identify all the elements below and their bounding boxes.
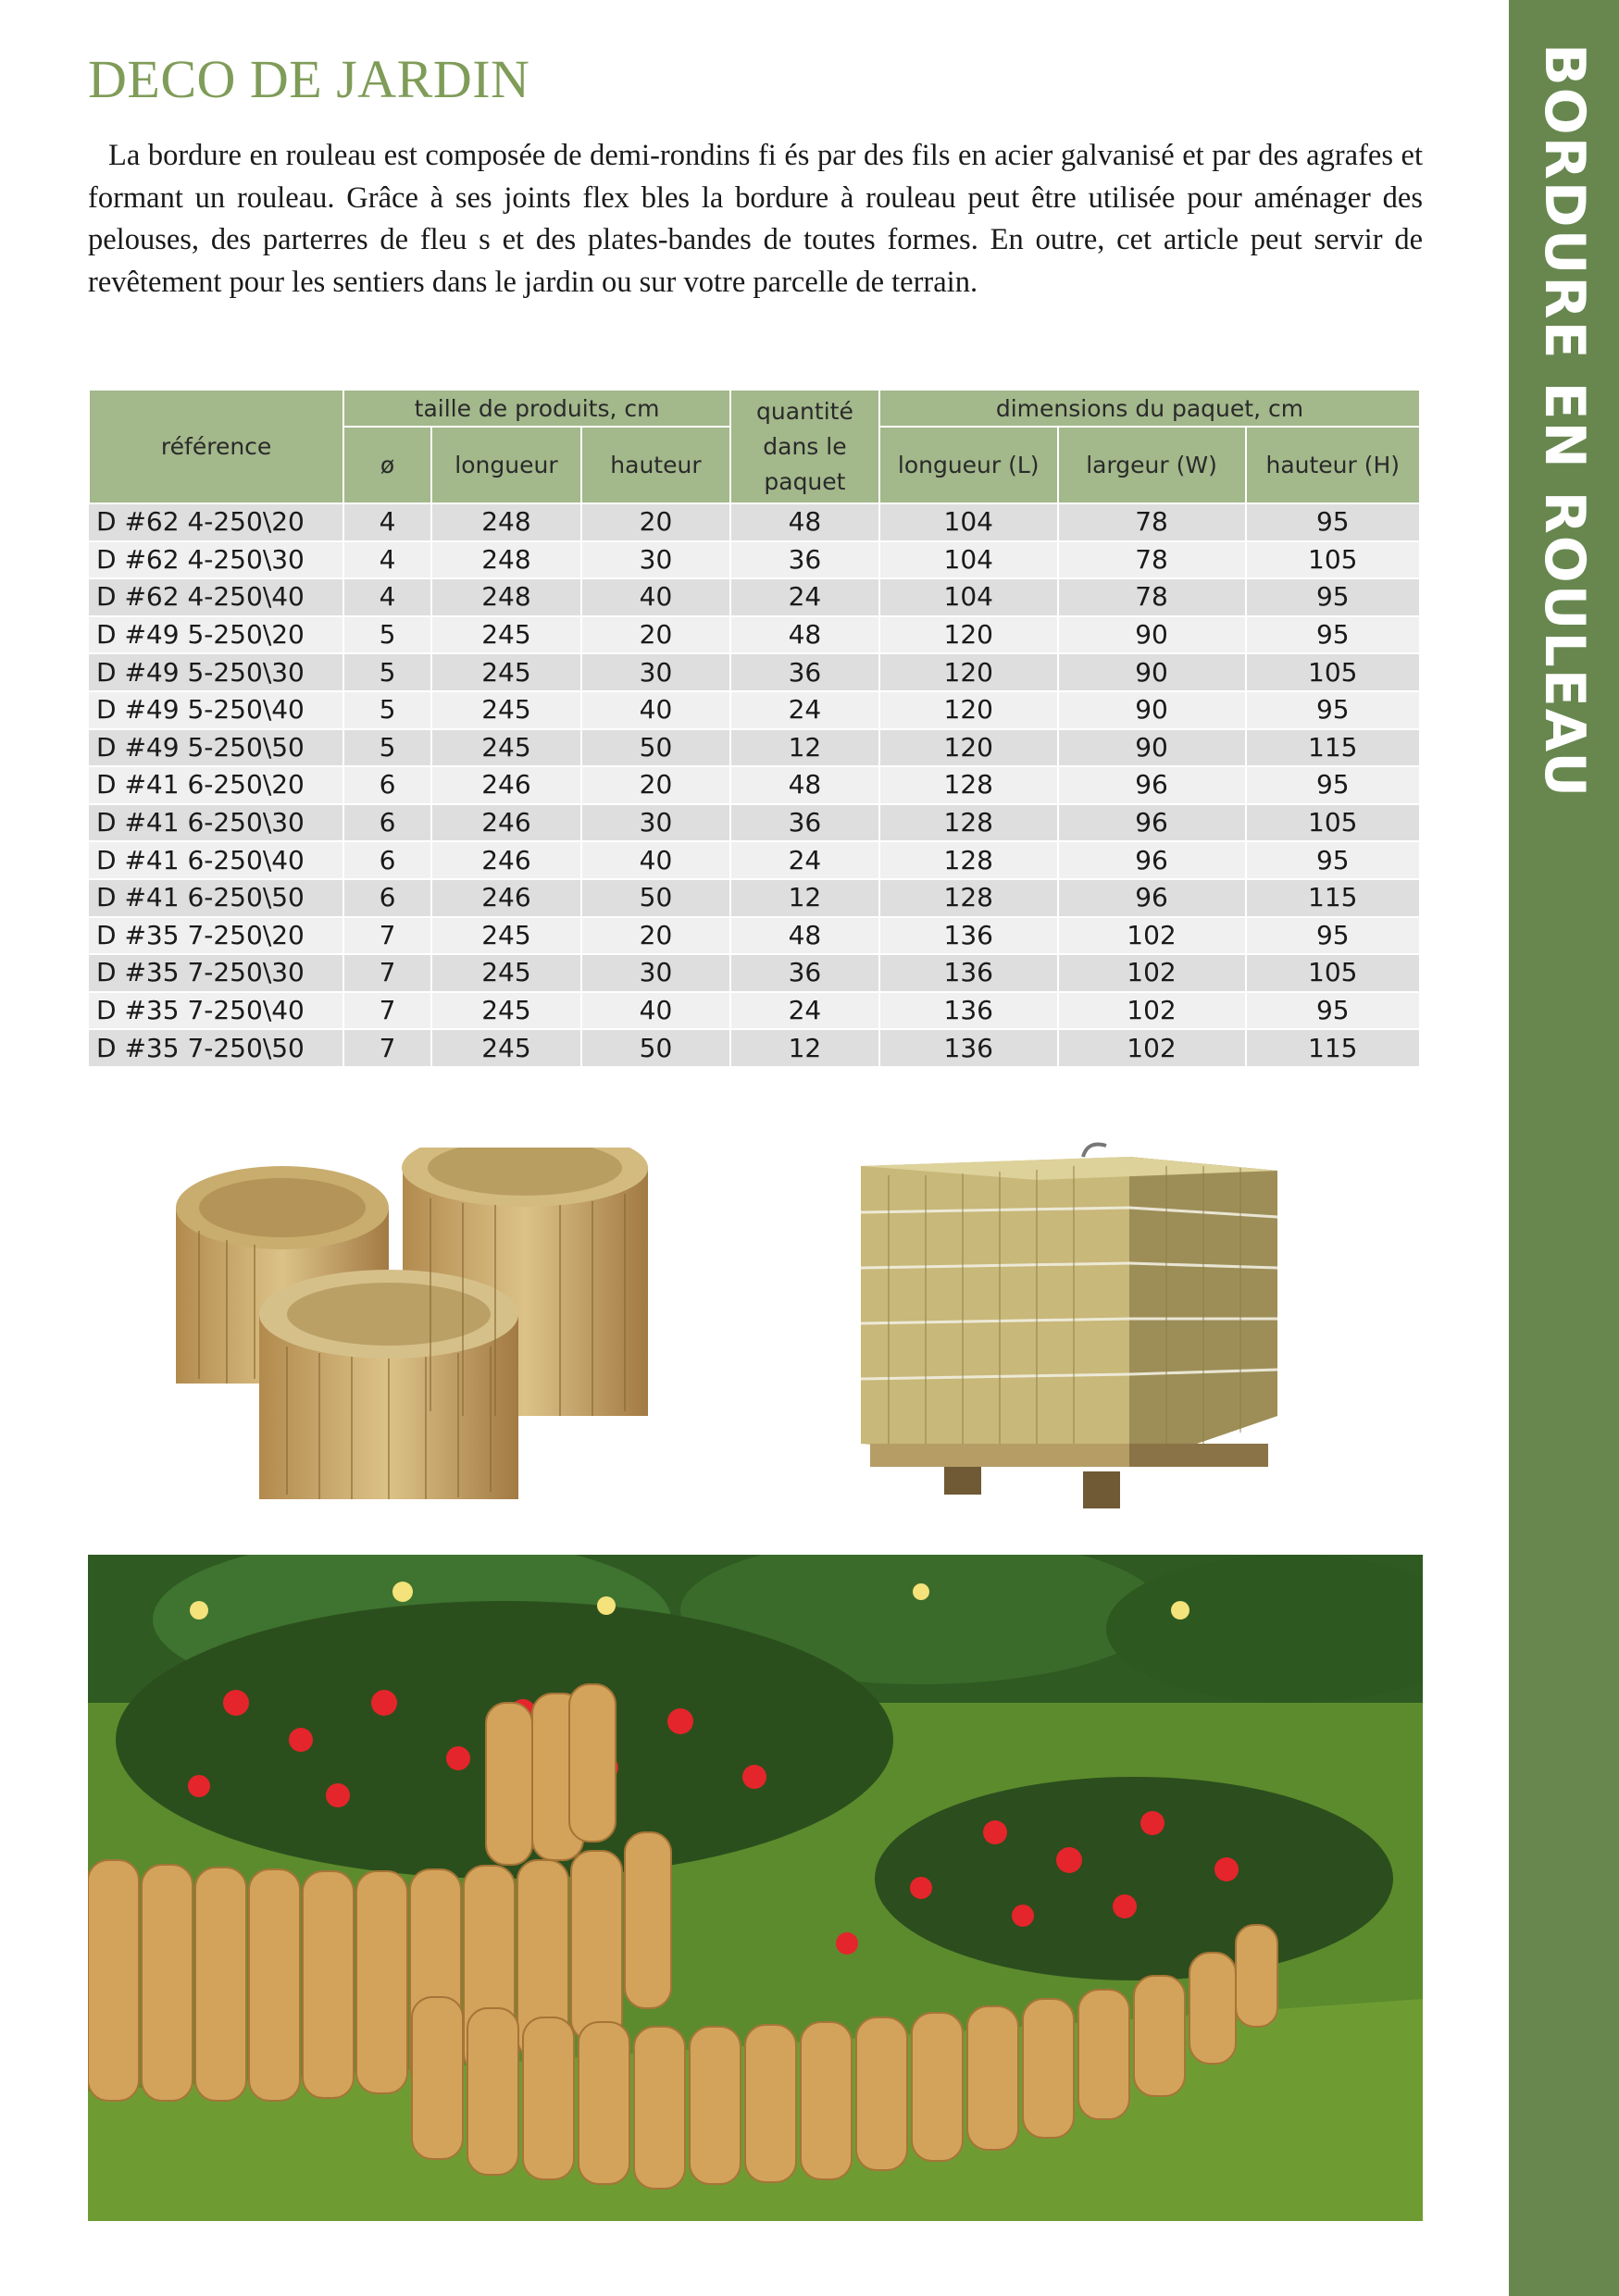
cell-h: 30 — [581, 954, 730, 992]
cell-pw: 96 — [1058, 841, 1246, 879]
cell-d: 6 — [343, 766, 431, 804]
cell-ph: 95 — [1246, 992, 1420, 1030]
cell-ref: D #35 7-250\50 — [89, 1029, 343, 1067]
cell-pl: 128 — [879, 804, 1058, 842]
spec-table — [88, 389, 1421, 1068]
header-length: longueur — [431, 427, 581, 503]
cell-ph: 105 — [1246, 954, 1420, 992]
cell-d: 7 — [343, 917, 431, 955]
cell-ref: D #49 5-250\20 — [89, 616, 343, 654]
cell-pw: 90 — [1058, 729, 1246, 767]
cell-q: 48 — [730, 616, 879, 654]
cell-q: 48 — [730, 503, 879, 541]
cell-pl: 128 — [879, 879, 1058, 917]
cell-h: 30 — [581, 653, 730, 691]
table-row — [89, 804, 1420, 842]
cell-q: 12 — [730, 729, 879, 767]
cell-pl: 128 — [879, 766, 1058, 804]
cell-q: 36 — [730, 804, 879, 842]
cell-q: 24 — [730, 841, 879, 879]
cell-ref: D #49 5-250\50 — [89, 729, 343, 767]
cell-h: 40 — [581, 992, 730, 1030]
cell-d: 6 — [343, 804, 431, 842]
cell-pl: 120 — [879, 653, 1058, 691]
cell-l: 248 — [431, 578, 581, 616]
cell-q: 12 — [730, 879, 879, 917]
cell-q: 36 — [730, 954, 879, 992]
cell-pl: 104 — [879, 503, 1058, 541]
cell-ph: 95 — [1246, 691, 1420, 729]
table-row — [89, 954, 1420, 992]
cell-d: 4 — [343, 503, 431, 541]
cell-pw: 90 — [1058, 653, 1246, 691]
cell-ph: 95 — [1246, 841, 1420, 879]
cell-l: 245 — [431, 917, 581, 955]
cell-d: 6 — [343, 841, 431, 879]
table-row — [89, 729, 1420, 767]
cell-q: 24 — [730, 992, 879, 1030]
cell-pl: 136 — [879, 1029, 1058, 1067]
table-row — [89, 503, 1420, 541]
cell-ph: 115 — [1246, 729, 1420, 767]
cell-ref: D #41 6-250\20 — [89, 766, 343, 804]
table-row — [89, 879, 1420, 917]
table-row — [89, 653, 1420, 691]
header-quantity: quantité dans le paquet — [730, 390, 879, 503]
cell-l: 248 — [431, 503, 581, 541]
cell-pw: 96 — [1058, 766, 1246, 804]
cell-ph: 105 — [1246, 653, 1420, 691]
cell-ref: D #49 5-250\40 — [89, 691, 343, 729]
header-pkg-height: hauteur (H) — [1246, 427, 1420, 503]
cell-h: 40 — [581, 691, 730, 729]
cell-ph: 115 — [1246, 879, 1420, 917]
cell-d: 6 — [343, 879, 431, 917]
cell-q: 24 — [730, 578, 879, 616]
cell-h: 20 — [581, 766, 730, 804]
cell-h: 50 — [581, 729, 730, 767]
cell-pw: 90 — [1058, 691, 1246, 729]
cell-pl: 120 — [879, 616, 1058, 654]
cell-pw: 90 — [1058, 616, 1246, 654]
cell-l: 248 — [431, 541, 581, 579]
cell-l: 246 — [431, 766, 581, 804]
header-reference: référence — [89, 390, 343, 503]
cell-h: 50 — [581, 1029, 730, 1067]
cell-ref: D #62 4-250\20 — [89, 503, 343, 541]
cell-h: 20 — [581, 503, 730, 541]
cell-d: 5 — [343, 616, 431, 654]
cell-pl: 104 — [879, 578, 1058, 616]
table-row — [89, 1029, 1420, 1067]
cell-pl: 128 — [879, 841, 1058, 879]
cell-ref: D #41 6-250\30 — [89, 804, 343, 842]
side-title: BORDURE EN ROULEAU — [1531, 43, 1597, 800]
cell-ph: 95 — [1246, 616, 1420, 654]
cell-q: 12 — [730, 1029, 879, 1067]
cell-l: 245 — [431, 1029, 581, 1067]
cell-ph: 115 — [1246, 1029, 1420, 1067]
header-package-group: dimensions du paquet, cm — [879, 390, 1420, 427]
cell-d: 5 — [343, 691, 431, 729]
cell-l: 245 — [431, 954, 581, 992]
cell-ref: D #35 7-250\40 — [89, 992, 343, 1030]
cell-pl: 120 — [879, 691, 1058, 729]
table-row — [89, 841, 1420, 879]
cell-ref: D #49 5-250\30 — [89, 653, 343, 691]
cell-d: 5 — [343, 653, 431, 691]
cell-l: 246 — [431, 804, 581, 842]
cell-d: 7 — [343, 954, 431, 992]
intro-paragraph: La bordure en rouleau est composée de demi-rondins fi és par des fils en acier galvanisé et par des agrafes et formant un rouleau. Grâce à ses joints flex bles la bordure à rouleau peut être utilisée pour aménager des pelouses, des parterres de fleu s et des plates-bandes de toutes formes. En outre, cet article peut servir de revêtement pour les sentiers dans le jardin ou sur votre parcelle de terrain. — [88, 139, 1423, 299]
cell-d: 5 — [343, 729, 431, 767]
cell-pw: 96 — [1058, 804, 1246, 842]
cell-pw: 78 — [1058, 541, 1246, 579]
cell-pw: 102 — [1058, 917, 1246, 955]
cell-ph: 95 — [1246, 766, 1420, 804]
page-title: DECO DE JARDIN — [88, 49, 530, 109]
cell-ph: 95 — [1246, 503, 1420, 541]
cell-pl: 136 — [879, 917, 1058, 955]
garden-photo — [88, 1555, 1423, 2221]
cell-ph: 95 — [1246, 578, 1420, 616]
cell-l: 245 — [431, 729, 581, 767]
cell-ref: D #35 7-250\30 — [89, 954, 343, 992]
table-row — [89, 917, 1420, 955]
cell-d: 7 — [343, 992, 431, 1030]
cell-h: 50 — [581, 879, 730, 917]
table-row — [89, 616, 1420, 654]
cell-h: 20 — [581, 917, 730, 955]
table-row — [89, 766, 1420, 804]
cell-ref: D #62 4-250\40 — [89, 578, 343, 616]
cell-l: 246 — [431, 879, 581, 917]
cell-h: 30 — [581, 804, 730, 842]
pallet-photo — [852, 1138, 1296, 1522]
cell-pw: 102 — [1058, 1029, 1246, 1067]
cell-ph: 105 — [1246, 541, 1420, 579]
cell-h: 20 — [581, 616, 730, 654]
cell-pl: 136 — [879, 954, 1058, 992]
table-row — [89, 691, 1420, 729]
cell-d: 4 — [343, 578, 431, 616]
header-diameter: ø — [343, 427, 431, 503]
header-pkg-length: longueur (L) — [879, 427, 1058, 503]
cell-pl: 120 — [879, 729, 1058, 767]
cell-h: 40 — [581, 578, 730, 616]
header-pkg-width: largeur (W) — [1058, 427, 1246, 503]
cell-l: 245 — [431, 653, 581, 691]
cell-q: 24 — [730, 691, 879, 729]
cell-ph: 105 — [1246, 804, 1420, 842]
cell-q: 36 — [730, 541, 879, 579]
cell-ref: D #35 7-250\20 — [89, 917, 343, 955]
cell-l: 245 — [431, 992, 581, 1030]
cell-pw: 78 — [1058, 578, 1246, 616]
cell-d: 4 — [343, 541, 431, 579]
table-row — [89, 992, 1420, 1030]
cell-l: 245 — [431, 691, 581, 729]
cell-ref: D #62 4-250\30 — [89, 541, 343, 579]
cell-pw: 96 — [1058, 879, 1246, 917]
cell-ref: D #41 6-250\50 — [89, 879, 343, 917]
cell-l: 246 — [431, 841, 581, 879]
cell-l: 245 — [431, 616, 581, 654]
table-row — [89, 578, 1420, 616]
header-height: hauteur — [581, 427, 730, 503]
cell-pl: 136 — [879, 992, 1058, 1030]
log-rolls-photo — [171, 1148, 662, 1518]
cell-pl: 104 — [879, 541, 1058, 579]
table-row — [89, 541, 1420, 579]
cell-d: 7 — [343, 1029, 431, 1067]
header-size-group: taille de produits, cm — [343, 390, 730, 427]
cell-pw: 102 — [1058, 992, 1246, 1030]
cell-ref: D #41 6-250\40 — [89, 841, 343, 879]
cell-pw: 78 — [1058, 503, 1246, 541]
cell-q: 36 — [730, 653, 879, 691]
cell-h: 30 — [581, 541, 730, 579]
cell-h: 40 — [581, 841, 730, 879]
cell-q: 48 — [730, 917, 879, 955]
cell-q: 48 — [730, 766, 879, 804]
cell-ph: 95 — [1246, 917, 1420, 955]
cell-pw: 102 — [1058, 954, 1246, 992]
